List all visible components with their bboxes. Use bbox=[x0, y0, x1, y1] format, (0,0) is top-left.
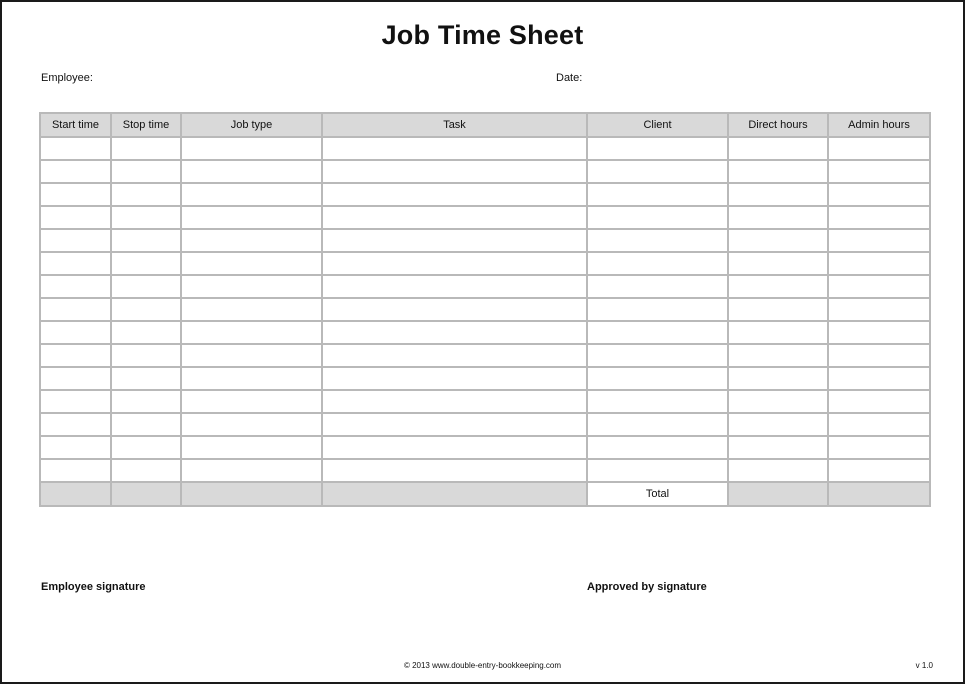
cell-admin-hours[interactable] bbox=[828, 390, 930, 413]
cell-admin-hours[interactable] bbox=[828, 459, 930, 482]
cell-stop-time[interactable] bbox=[111, 390, 181, 413]
date-label: Date: bbox=[556, 72, 583, 84]
cell-job-type[interactable] bbox=[181, 390, 322, 413]
cell-job-type[interactable] bbox=[181, 344, 322, 367]
cell-client[interactable] bbox=[587, 229, 728, 252]
cell-direct-hours[interactable] bbox=[728, 183, 828, 206]
col-task: Task bbox=[322, 113, 587, 137]
cell-client[interactable] bbox=[587, 436, 728, 459]
table-row bbox=[40, 413, 930, 436]
cell-direct-hours[interactable] bbox=[728, 160, 828, 183]
cell-direct-hours[interactable] bbox=[728, 459, 828, 482]
cell-client[interactable] bbox=[587, 413, 728, 436]
cell-admin-hours[interactable] bbox=[828, 252, 930, 275]
total-row bbox=[40, 482, 930, 506]
cell-task[interactable] bbox=[322, 298, 587, 321]
col-stop-time: Stop time bbox=[111, 113, 181, 137]
cell-start-time[interactable] bbox=[40, 436, 111, 459]
cell-task[interactable] bbox=[322, 137, 587, 160]
cell-task[interactable] bbox=[322, 367, 587, 390]
cell-stop-time[interactable] bbox=[111, 367, 181, 390]
cell-stop-time[interactable] bbox=[111, 321, 181, 344]
table-row bbox=[40, 206, 930, 229]
cell-job-type[interactable] bbox=[181, 367, 322, 390]
cell-admin-hours[interactable] bbox=[828, 344, 930, 367]
cell-task[interactable] bbox=[322, 206, 587, 229]
cell-job-type[interactable] bbox=[181, 229, 322, 252]
cell-stop-time[interactable] bbox=[111, 275, 181, 298]
cell-task[interactable] bbox=[322, 321, 587, 344]
cell-admin-hours[interactable] bbox=[828, 298, 930, 321]
cell-start-time[interactable] bbox=[40, 206, 111, 229]
cell-task[interactable] bbox=[322, 436, 587, 459]
table-row bbox=[40, 252, 930, 275]
cell-client[interactable] bbox=[587, 183, 728, 206]
approved-signature-label: Approved by signature bbox=[587, 581, 707, 593]
cell-task[interactable] bbox=[322, 275, 587, 298]
cell-stop-time[interactable] bbox=[111, 436, 181, 459]
cell-task[interactable] bbox=[322, 183, 587, 206]
cell-start-time[interactable] bbox=[40, 321, 111, 344]
cell-start-time[interactable] bbox=[40, 413, 111, 436]
cell-client[interactable] bbox=[587, 275, 728, 298]
cell-stop-time[interactable] bbox=[111, 229, 181, 252]
cell-direct-hours[interactable] bbox=[728, 344, 828, 367]
employee-signature-label: Employee signature bbox=[41, 581, 146, 593]
cell-direct-hours[interactable] bbox=[728, 413, 828, 436]
cell-client[interactable] bbox=[587, 206, 728, 229]
cell-job-type[interactable] bbox=[181, 206, 322, 229]
cell-admin-hours[interactable] bbox=[828, 436, 930, 459]
total-admin-hours-cell[interactable] bbox=[828, 482, 930, 506]
cell-start-time[interactable] bbox=[40, 229, 111, 252]
timesheet-table bbox=[39, 112, 931, 507]
total-row-cell bbox=[111, 482, 181, 506]
cell-stop-time[interactable] bbox=[111, 298, 181, 321]
cell-direct-hours[interactable] bbox=[728, 137, 828, 160]
cell-admin-hours[interactable] bbox=[828, 137, 930, 160]
cell-start-time[interactable] bbox=[40, 160, 111, 183]
cell-direct-hours[interactable] bbox=[728, 390, 828, 413]
cell-stop-time[interactable] bbox=[111, 252, 181, 275]
cell-job-type[interactable] bbox=[181, 137, 322, 160]
cell-start-time[interactable] bbox=[40, 344, 111, 367]
cell-job-type[interactable] bbox=[181, 298, 322, 321]
cell-direct-hours[interactable] bbox=[728, 298, 828, 321]
col-client: Client bbox=[587, 113, 728, 137]
cell-admin-hours[interactable] bbox=[828, 321, 930, 344]
total-row-cell bbox=[40, 482, 111, 506]
table-row bbox=[40, 275, 930, 298]
cell-start-time[interactable] bbox=[40, 275, 111, 298]
table-row bbox=[40, 459, 930, 482]
cell-admin-hours[interactable] bbox=[828, 229, 930, 252]
cell-job-type[interactable] bbox=[181, 252, 322, 275]
cell-direct-hours[interactable] bbox=[728, 367, 828, 390]
table-row bbox=[40, 367, 930, 390]
total-row-cell bbox=[322, 482, 587, 506]
table-row bbox=[40, 298, 930, 321]
cell-stop-time[interactable] bbox=[111, 413, 181, 436]
cell-task[interactable] bbox=[322, 229, 587, 252]
cell-direct-hours[interactable] bbox=[728, 321, 828, 344]
cell-job-type[interactable] bbox=[181, 160, 322, 183]
total-row-cell bbox=[181, 482, 322, 506]
cell-job-type[interactable] bbox=[181, 436, 322, 459]
cell-start-time[interactable] bbox=[40, 137, 111, 160]
cell-client[interactable] bbox=[587, 321, 728, 344]
cell-stop-time[interactable] bbox=[111, 137, 181, 160]
table-row bbox=[40, 390, 930, 413]
version-text: v 1.0 bbox=[915, 661, 933, 670]
total-direct-hours-cell[interactable] bbox=[728, 482, 828, 506]
cell-start-time[interactable] bbox=[40, 459, 111, 482]
page-title: Job Time Sheet bbox=[381, 20, 584, 50]
cell-start-time[interactable] bbox=[40, 252, 111, 275]
cell-job-type[interactable] bbox=[181, 413, 322, 436]
cell-stop-time[interactable] bbox=[111, 459, 181, 482]
table-row bbox=[40, 321, 930, 344]
cell-client[interactable] bbox=[587, 137, 728, 160]
cell-client[interactable] bbox=[587, 390, 728, 413]
col-start-time: Start time bbox=[40, 113, 111, 137]
cell-client[interactable] bbox=[587, 344, 728, 367]
cell-task[interactable] bbox=[322, 459, 587, 482]
cell-start-time[interactable] bbox=[40, 367, 111, 390]
cell-client[interactable] bbox=[587, 459, 728, 482]
cell-stop-time[interactable] bbox=[111, 183, 181, 206]
cell-direct-hours[interactable] bbox=[728, 252, 828, 275]
table-row bbox=[40, 137, 930, 160]
cell-stop-time[interactable] bbox=[111, 344, 181, 367]
cell-task[interactable] bbox=[322, 252, 587, 275]
cell-job-type[interactable] bbox=[181, 183, 322, 206]
table-row bbox=[40, 436, 930, 459]
cell-admin-hours[interactable] bbox=[828, 206, 930, 229]
col-job-type: Job type bbox=[181, 113, 322, 137]
cell-client[interactable] bbox=[587, 252, 728, 275]
cell-admin-hours[interactable] bbox=[828, 275, 930, 298]
cell-stop-time[interactable] bbox=[111, 206, 181, 229]
cell-start-time[interactable] bbox=[40, 298, 111, 321]
cell-admin-hours[interactable] bbox=[828, 160, 930, 183]
cell-task[interactable] bbox=[322, 160, 587, 183]
cell-client[interactable] bbox=[587, 367, 728, 390]
table-row bbox=[40, 229, 930, 252]
employee-label: Employee: bbox=[41, 72, 93, 84]
header-row bbox=[40, 113, 930, 137]
cell-job-type[interactable] bbox=[181, 321, 322, 344]
table-row bbox=[40, 183, 930, 206]
col-admin-hours: Admin hours bbox=[828, 113, 930, 137]
table-row bbox=[40, 160, 930, 183]
cell-stop-time[interactable] bbox=[111, 160, 181, 183]
cell-start-time[interactable] bbox=[40, 390, 111, 413]
cell-job-type[interactable] bbox=[181, 275, 322, 298]
cell-admin-hours[interactable] bbox=[828, 367, 930, 390]
cell-task[interactable] bbox=[322, 390, 587, 413]
col-direct-hours: Direct hours bbox=[728, 113, 828, 137]
cell-start-time[interactable] bbox=[40, 183, 111, 206]
cell-direct-hours[interactable] bbox=[728, 436, 828, 459]
cell-admin-hours[interactable] bbox=[828, 413, 930, 436]
cell-job-type[interactable] bbox=[181, 459, 322, 482]
table-row bbox=[40, 344, 930, 367]
cell-task[interactable] bbox=[322, 344, 587, 367]
cell-client[interactable] bbox=[587, 298, 728, 321]
copyright-text: © 2013 www.double-entry-bookkeeping.com bbox=[403, 661, 562, 670]
total-label: Total bbox=[587, 482, 728, 506]
cell-admin-hours[interactable] bbox=[828, 183, 930, 206]
cell-client[interactable] bbox=[587, 160, 728, 183]
cell-direct-hours[interactable] bbox=[728, 206, 828, 229]
cell-direct-hours[interactable] bbox=[728, 229, 828, 252]
cell-task[interactable] bbox=[322, 413, 587, 436]
cell-direct-hours[interactable] bbox=[728, 275, 828, 298]
